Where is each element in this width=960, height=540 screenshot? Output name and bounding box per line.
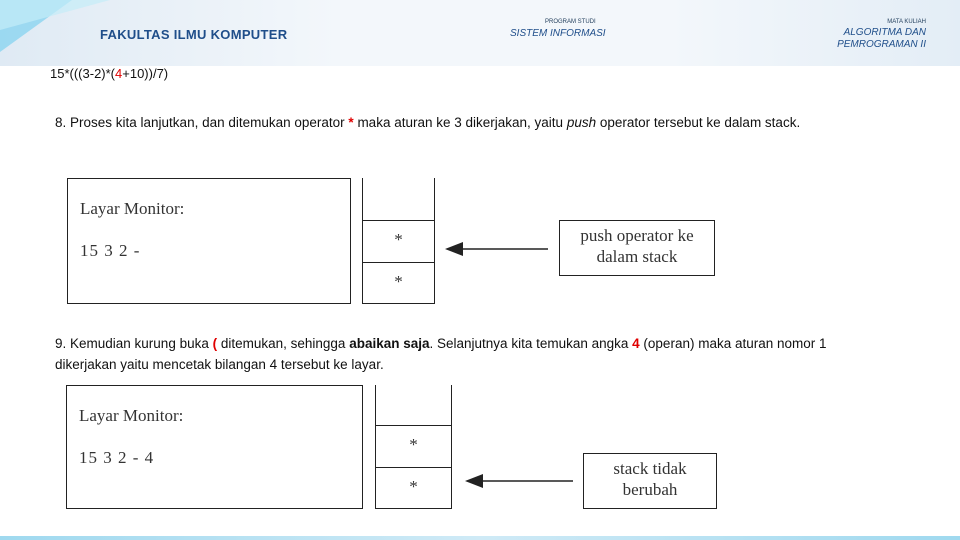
paren-highlight: ( bbox=[212, 336, 218, 351]
course-value: ALGORITMA DAN PEMROGRAMAN II bbox=[837, 27, 926, 50]
faculty-name: FAKULTAS ILMU KOMPUTER bbox=[100, 27, 288, 42]
bold-term: abaikan saja bbox=[349, 336, 430, 351]
screen-value: 15 3 2 - bbox=[80, 241, 141, 260]
expression bbox=[50, 66, 168, 81]
stack-cell-bottom: * bbox=[376, 467, 451, 507]
course-label: MATA KULIAH bbox=[887, 19, 926, 25]
stack-diagram bbox=[375, 385, 452, 509]
program-label: PROGRAM STUDI bbox=[545, 19, 596, 25]
stack-diagram bbox=[362, 178, 435, 304]
expression-highlight: 4 bbox=[115, 66, 123, 81]
note-box: push operator ke dalam stack bbox=[559, 220, 715, 276]
expression-part: 15*(((3-2)*( bbox=[50, 66, 116, 81]
operator-highlight: * bbox=[348, 115, 354, 130]
number-highlight: 4 bbox=[632, 336, 640, 351]
screen-monitor-box bbox=[66, 385, 363, 509]
screen-value: 15 3 2 - 4 bbox=[79, 448, 155, 467]
screen-monitor-box bbox=[67, 178, 351, 304]
stack-cell-bottom: * bbox=[363, 262, 434, 302]
step-8-text bbox=[55, 112, 905, 133]
text-span: . Selanjutnya kita temukan angka bbox=[429, 336, 633, 351]
footer-bar bbox=[0, 536, 960, 540]
program-value: SISTEM INFORMASI bbox=[510, 28, 606, 39]
arrow-left-icon bbox=[445, 239, 550, 259]
note-box: stack tidak berubah bbox=[583, 453, 717, 509]
arrow-left-icon bbox=[465, 471, 575, 491]
text-span: ditemukan, sehingga bbox=[217, 336, 350, 351]
expression-part: +10))/7) bbox=[122, 66, 169, 81]
text-span: 8. Proses kita lanjutkan, dan ditemukan operator bbox=[55, 115, 349, 130]
italic-term: push bbox=[566, 115, 597, 130]
text-span: operator tersebut ke dalam stack. bbox=[596, 115, 801, 130]
text-span: (operan) maka aturan nomor 1 dikerjakan yaitu mencetak bilangan 4 tersebut ke layar. bbox=[55, 336, 827, 372]
header-decoration-light bbox=[0, 0, 110, 30]
slide-header bbox=[0, 0, 960, 66]
screen-title: Layar Monitor: bbox=[79, 406, 184, 425]
stack-cell-top: * bbox=[376, 425, 451, 467]
text-span: maka aturan ke 3 dikerjakan, yaitu bbox=[353, 115, 567, 130]
text-span: 9. Kemudian kurung buka bbox=[55, 336, 213, 351]
stack-cell-top: * bbox=[363, 220, 434, 262]
step-9-text bbox=[55, 333, 885, 375]
screen-title: Layar Monitor: bbox=[80, 199, 185, 218]
